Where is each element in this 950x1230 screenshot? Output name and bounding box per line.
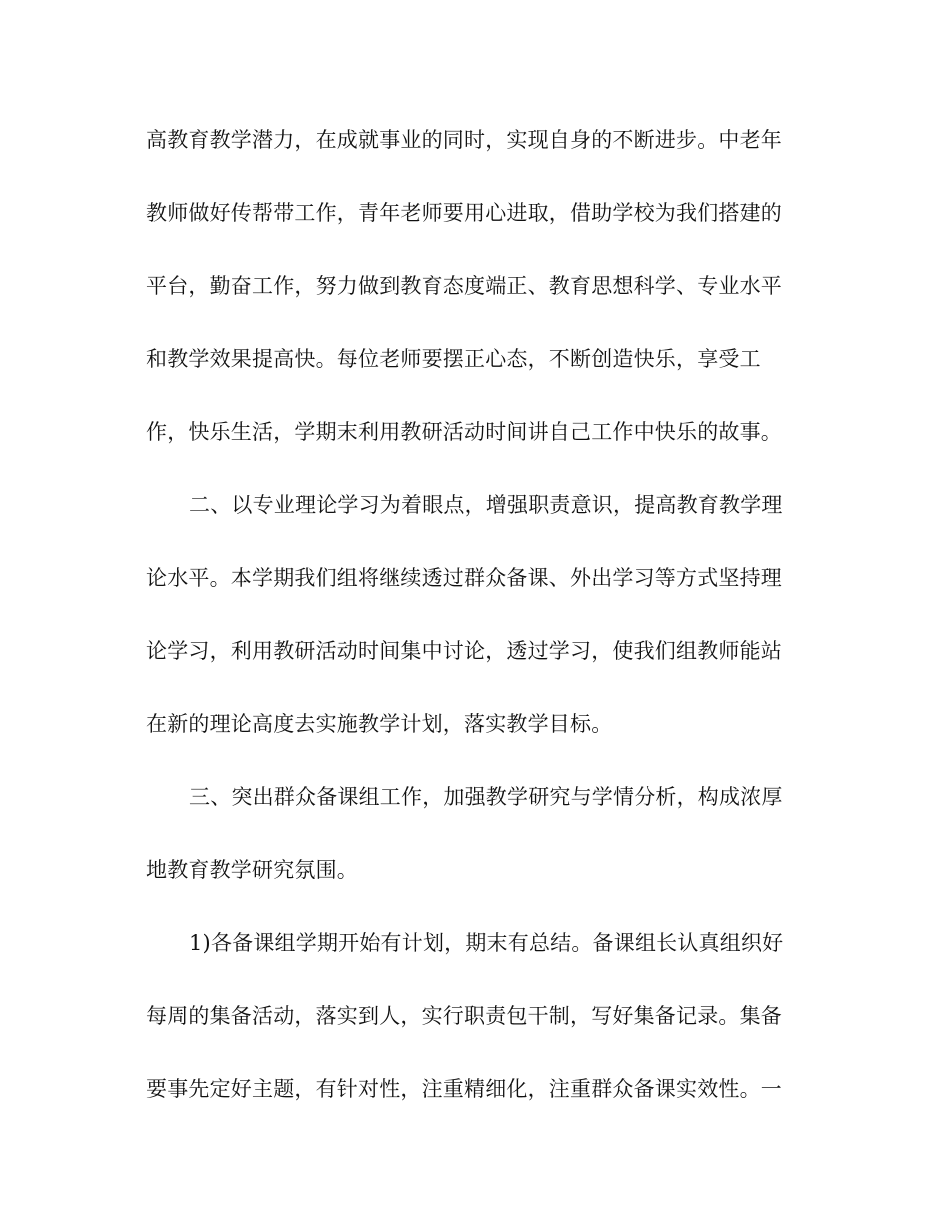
- document-body: [146, 122, 800, 1144]
- text-line: 和教学效果提高快。每位老师要摆正心态，不断创造快乐，享受工: [146, 347, 761, 371]
- text-line: 论水平。本学期我们组将继续透过群众备课、外出学习等方式坚持理: [146, 566, 782, 590]
- text-line: 每周的集备活动，落实到人，实行职责包干制，写好集备记录。集备: [146, 1004, 782, 1028]
- section-heading-line: 二、以专业理论学习为着眼点，增强职责意识，提高教育教学理: [189, 493, 783, 517]
- text-line: 在新的理论高度去实施教学计划，落实教学目标。: [146, 712, 613, 736]
- text-line: 教师做好传帮带工作，青年老师要用心进取，借助学校为我们搭建的: [146, 201, 782, 225]
- text-line: 高教育教学潜力，在成就事业的同时，实现自身的不断进步。中老年: [146, 128, 782, 152]
- text-line: 作，快乐生活，学期末利用教研活动时间讲自己工作中快乐的故事。: [146, 420, 782, 444]
- text-line: 要事先定好主题，有针对性，注重精细化，注重群众备课实效性。一: [146, 1077, 782, 1101]
- text-line: 地教育教学研究氛围。: [146, 858, 358, 882]
- numbered-item-line: 1)各备课组学期开始有计划，期末有总结。备课组长认真组织好: [189, 931, 784, 955]
- text-line: 平台，勤奋工作，努力做到教育态度端正、教育思想科学、专业水平: [146, 274, 782, 298]
- text-line: 论学习，利用教研活动时间集中讨论，透过学习，使我们组教师能站: [146, 639, 782, 663]
- section-heading-line: 三、突出群众备课组工作，加强教学研究与学情分析，构成浓厚: [189, 785, 783, 809]
